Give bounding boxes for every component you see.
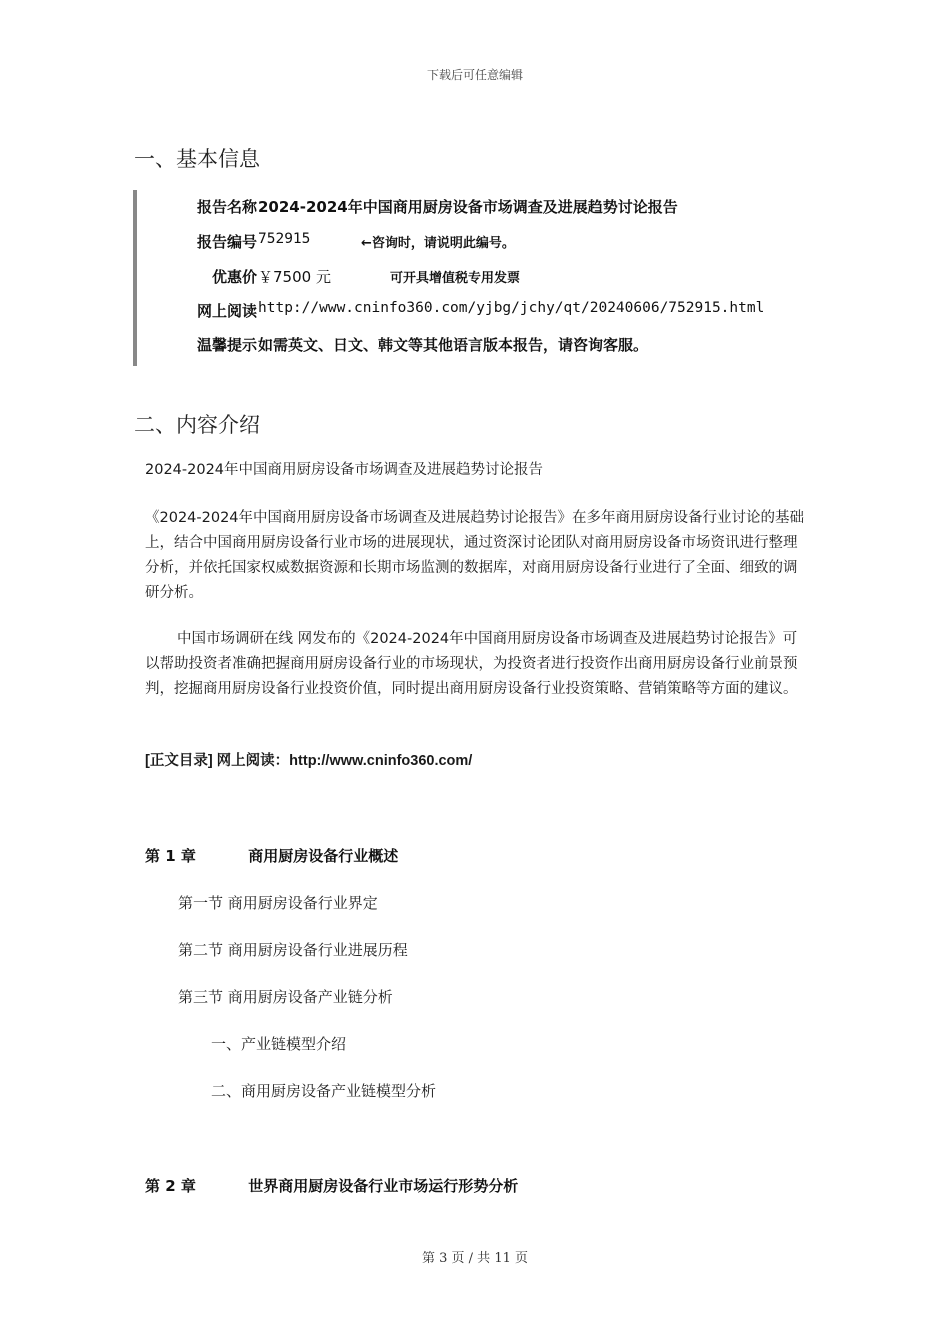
intro-paragraph-1: 《2024-2024年中国商用厨房设备市场调查及进展趋势讨论报告》在多年商用厨房设备行业讨论的基础上，结合中国商用厨房设备行业市场的进展现状，通过资深讨论团队对商用厨房设备市场资讯进行整理分析，并依托国家权威数据资源和长期市场监测的数据库，对商用厨房设备行业进行了全面、细致的调研分析。 (145, 510, 805, 601)
section-basic-info-title: 一、基本信息 (134, 147, 260, 171)
section-content-title: 二、内容介绍 (134, 413, 260, 437)
report-code-note: ←咨询时，请说明此编号。 (361, 236, 515, 251)
report-name-label: 报告名称 (196, 198, 257, 216)
price-value: ￥7500 元 (258, 268, 331, 286)
toc-chapter-1 (145, 845, 398, 866)
info-row-tip (169, 334, 649, 356)
chapter-1-title: 商用厨房设备行业概述 (248, 847, 399, 865)
toc-subsection-2: 二、商用厨房设备产业链模型分析 (211, 1082, 437, 1100)
price-label: 优惠价 (211, 268, 257, 286)
online-read-link[interactable]: http://www.cninfo360.com/yjbg/jchy/qt/20240606/752915.html (258, 300, 765, 316)
tip-value: 如需英文、日文、韩文等其他语言版本报告，请咨询客服。 (258, 336, 649, 354)
header-note: 下载后可任意编辑 (426, 68, 523, 82)
chapter-1-number: 第 1 章 (145, 847, 196, 865)
info-row-url (169, 300, 765, 322)
report-title-line: 2024-2024年中国商用厨房设备市场调查及进展趋势讨论报告 (145, 462, 544, 478)
online-read-label: 网上阅读 (196, 302, 257, 320)
price-note: 可开具增值税专用发票 (390, 271, 521, 286)
info-row-price (169, 266, 521, 288)
toc-chapter-2 (145, 1175, 518, 1196)
toc-subsection-1: 一、产业链模型介绍 (211, 1035, 347, 1053)
page-footer: 第 3 页 / 共 11 页 (422, 1251, 528, 1266)
toc-section-1-1: 第一节 商用厨房设备行业界定 (178, 894, 378, 912)
tip-label: 温馨提示 (196, 336, 257, 354)
intro-paragraph-2: 中国市场调研在线 网发布的《2024-2024年中国商用厨房设备市场调查及进展趋势讨论报告》可以帮助投资者准确把握商用厨房设备行业的市场现状，为投资者进行投资作出商用厨房设备行业前景预判，挖掘商用厨房设备行业投资价值，同时提出商用厨房设备行业投资策略、营销策略等方面的建议。 (145, 631, 798, 697)
chapter-2-number: 第 2 章 (145, 1177, 196, 1195)
report-name-value: 2024-2024年中国商用厨房设备市场调查及进展趋势讨论报告 (258, 198, 678, 216)
info-row-name (169, 196, 678, 218)
toc-online-link[interactable]: [正文目录] 网上阅读：http://www.cninfo360.com/ (145, 753, 473, 769)
chapter-2-title: 世界商用厨房设备行业市场运行形势分析 (248, 1177, 519, 1195)
report-code-value: 752915 (258, 231, 311, 247)
toc-section-1-3: 第三节 商用厨房设备产业链分析 (178, 988, 393, 1006)
report-code-label: 报告编号 (196, 233, 257, 251)
info-row-code (169, 231, 515, 253)
toc-section-1-2: 第二节 商用厨房设备行业进展历程 (178, 941, 408, 959)
basic-info-box (133, 190, 827, 366)
